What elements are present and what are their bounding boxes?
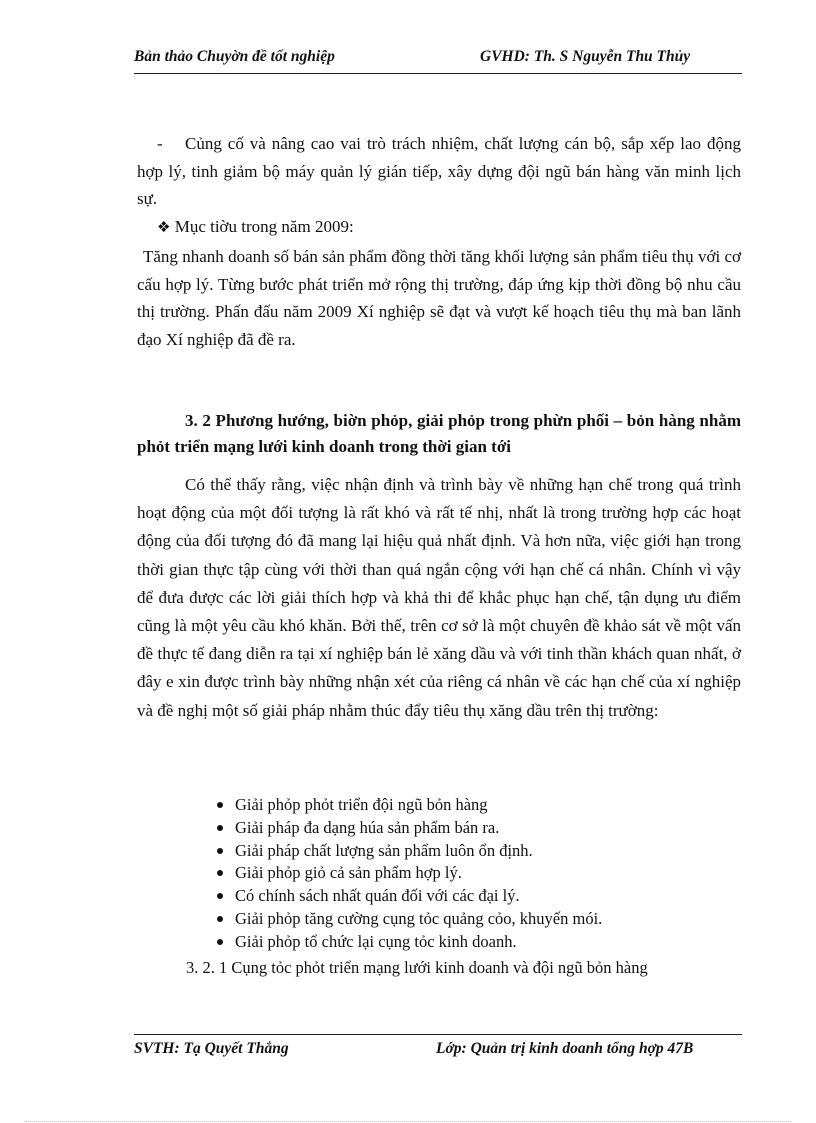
list-item-text: Giải phỏp tăng cường cụng tỏc quảng cỏo, khuyến mói.: [235, 908, 603, 928]
section-heading: [137, 408, 741, 460]
list-item: [211, 840, 741, 863]
dash-marker: -: [157, 134, 163, 153]
solutions-list: [211, 794, 741, 954]
page-header: [134, 48, 742, 74]
list-item: [211, 862, 741, 885]
intro-paragraph-text: Củng cố và nâng cao vai trò trách nhiệm, chất lượng cán bộ, sắp xếp lao động hợp lý, tinh giảm bộ máy quản lý gián tiếp, xây dựng đội ngũ bán hàng văn minh lịch sự.: [137, 134, 741, 209]
section-heading-text: 3. 2 Phương hướng, biờn phỏp, giải phỏp trong phừn phối – bỏn hàng nhằm phỏt triển mạng lưới kinh doanh trong thời gian tới: [137, 411, 741, 456]
bullet-dot-icon: [217, 916, 223, 922]
bullet-dot-icon: [217, 893, 223, 899]
footer-student: SVTH: Tạ Quyết Thắng: [134, 1040, 289, 1057]
header-title: Bản thảo Chuyờn đề tốt nghiệp: [134, 48, 335, 65]
list-item-text: Giải phỏp phỏt triển đội ngũ bỏn hàng: [235, 795, 488, 814]
header-advisor: GVHD: Th. S Nguyễn Thu Thủy: [480, 48, 691, 65]
subsection-heading: 3. 2. 1 Cụng tỏc phỏt triển mạng lưới kinh doanh và đội ngũ bỏn hàng: [186, 958, 648, 977]
list-item-text: Giải phỏp giỏ cả sản phẩm hợp lý.: [235, 863, 462, 883]
list-item-text: Giải pháp đa dạng húa sản phẩm bán ra.: [235, 817, 500, 837]
bullet-dot-icon: [217, 939, 223, 945]
list-item-text: Giải phỏp tổ chức lại cụng tỏc kinh doanh.: [235, 931, 517, 951]
bullet-dot-icon: [217, 825, 223, 831]
list-item: [211, 908, 741, 931]
intro-block: [137, 130, 741, 354]
goal-paragraph: Tăng nhanh doanh số bán sản phẩm đồng thời tăng khối lượng sản phẩm tiêu thụ với cơ cấu hợp lý. Từng bước phát triển mở rộng thị trường, đáp ứng kịp thời đồng bộ nhu cầu thị trường. Phấn đấu năm 2009 Xí nghiệp sẽ đạt và vượt kế hoạch tiêu thụ mà ban lãnh đạo Xí nghiệp đã đề ra.: [137, 246, 741, 349]
list-item: [211, 817, 741, 840]
list-item: [211, 794, 741, 817]
section-paragraph: Có thể thấy rằng, việc nhận định và trình bày về những hạn chế trong quá trình hoạt động của một đối tượng là rất khó và rất tế nhị, nhất là trong trường hợp các hoạt động của đối tượng đó đã mang lại hiệu quả nhất định. Và hơn nữa, việc giới hạn trong thời gian thực tập cùng với thời than quá ngắn cộng với hạn chế cá nhân. Chính vì vậy để đưa được các lời giải thích hợp và khả thi để khắc phục hạn chế, tận dụng ưu điểm cũng là một yêu cầu khó khăn. Bởi thế, trên cơ sở là một chuyên đề khảo sát về một vấn đề thực tế đang diễn ra tại xí nghiệp bán lẻ xăng dầu và với tinh thần khách quan nhất, ở đây e xin được trình bày những nhận xét của riêng cá nhân về các hạn chế của xí nghiệp và đề nghị một số giải pháp nhằm thúc đẩy tiêu thụ xăng dầu trên thị trường:: [137, 475, 741, 720]
list-item: [211, 931, 741, 954]
footer-class: Lớp: Quản trị kinh doanh tổng hợp 47B: [436, 1040, 694, 1057]
page-bottom-edge: [25, 1121, 791, 1122]
list-item: [211, 885, 741, 908]
bullet-dot-icon: [217, 870, 223, 876]
section-body: [137, 471, 741, 725]
header-rule: [134, 73, 742, 74]
footer-rule: [134, 1034, 742, 1035]
intro-paragraph: [137, 130, 741, 213]
bullet-dot-icon: [217, 848, 223, 854]
list-item-text: Có chính sách nhất quán đối với các đại lý.: [235, 886, 520, 906]
bullet-dot-icon: [217, 802, 223, 808]
goal-heading: [157, 213, 741, 243]
list-item-text: Giải pháp chất lượng sản phẩm luôn ổn định.: [235, 840, 533, 860]
diamond-bullet-icon: ❖: [157, 220, 171, 237]
goal-title: Mục tiờu trong năm 2009:: [174, 217, 354, 237]
